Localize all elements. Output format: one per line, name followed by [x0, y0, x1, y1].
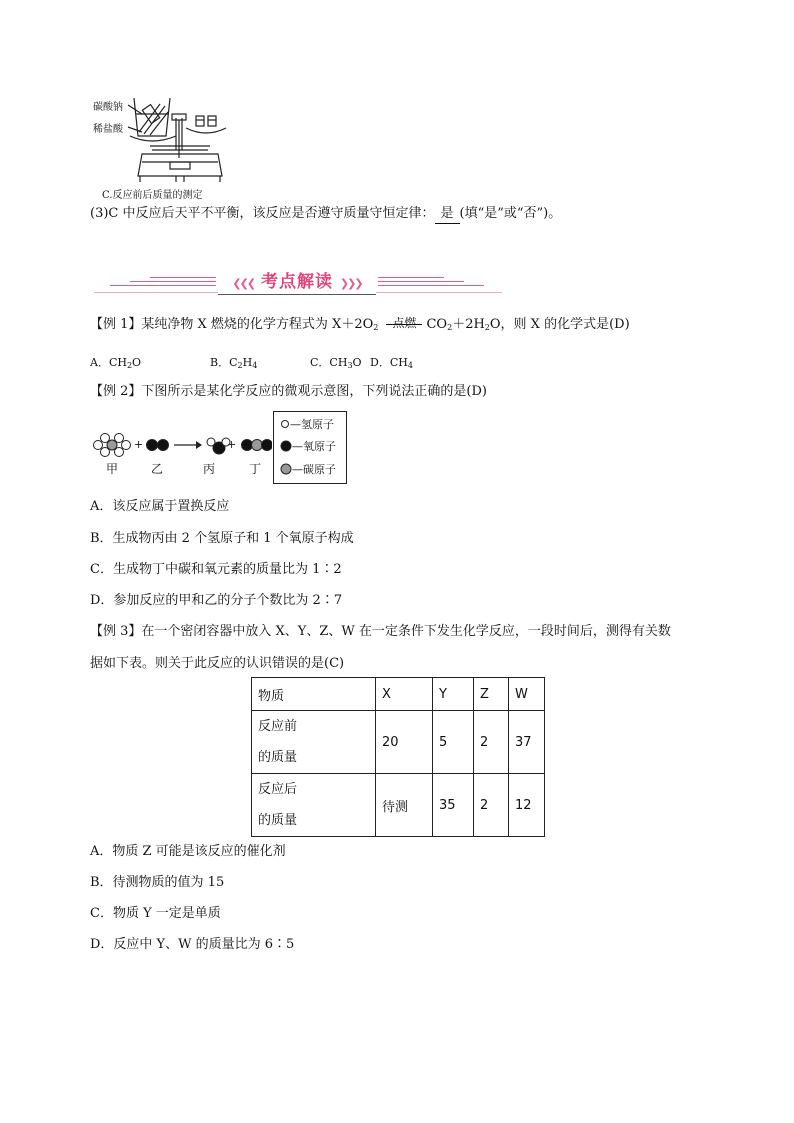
- example-1-option-c: C．$CH_3O$: [310, 356, 362, 370]
- table-cell: 20: [376, 711, 433, 774]
- example-3-option-c: C．物质 Y 一定是单质: [90, 906, 221, 921]
- carbon-atom-icon: [280, 463, 292, 475]
- figure-label-sodium-carbonate: 碳酸钠: [93, 102, 123, 113]
- example-2-option-b: B．生成物丙由 2 个氢原子和 1 个氧原子构成: [90, 531, 354, 546]
- legend-carbon: —碳原子: [280, 461, 336, 477]
- table-cell: 37: [509, 711, 545, 774]
- table-cell: 待测: [376, 774, 433, 837]
- example-1-text-d: O，则 X 的化学式是(D): [489, 317, 630, 332]
- balance-figure: [90, 92, 240, 200]
- table-header-row: [252, 678, 545, 711]
- example-1-text-a: 某纯净物 X 燃烧的化学方程式为 X＋2O: [141, 317, 374, 332]
- example-1-option-b: B．$C_2H_4$: [210, 356, 258, 370]
- mass-data-table: [251, 677, 545, 837]
- oxygen-atom-icon: [280, 440, 292, 452]
- chevron-left-icon: ❮❮❮: [232, 277, 255, 290]
- table-row: [252, 711, 545, 774]
- table-row-label: 反应前 的质量: [252, 711, 376, 774]
- example-1-tag: 【例 1】: [90, 317, 142, 332]
- example-2-tag: 【例 2】: [90, 384, 142, 399]
- balance-drawing: [90, 92, 240, 184]
- example-1-stem: [90, 316, 630, 337]
- plus-sign-2: +: [227, 438, 237, 451]
- table-cell: 2: [474, 711, 509, 774]
- table-row: [252, 774, 545, 837]
- example-3-tag: 【例 3】: [90, 624, 142, 639]
- plus-sign-1: +: [134, 438, 144, 451]
- o2-subscript: 2: [373, 323, 379, 332]
- legend-hydrogen: —氢原子: [280, 416, 334, 432]
- example-3-option-b: B．待测物质的值为 15: [90, 875, 225, 890]
- example-2-option-a: A．该反应属于置换反应: [90, 499, 230, 514]
- example-1-text-b: CO: [426, 317, 448, 332]
- chevron-right-icon: ❯❯❯: [339, 277, 362, 290]
- question-3-prefix: (3)C 中反应后天平不平衡，该反应是否遵守质量守恒定律：: [90, 206, 435, 221]
- example-1-option-a: A．$CH_2O$: [90, 356, 142, 370]
- table-header-cell: Z: [474, 678, 509, 711]
- h2o-subscript: 2: [484, 323, 490, 332]
- example-3-option-d: D．反应中 Y、W 的质量比为 6∶5: [90, 937, 295, 952]
- table-row-label: 反应后 的质量: [252, 774, 376, 837]
- example-1-option-d: D．$CH_4$: [370, 356, 413, 370]
- table-header-cell: Y: [433, 678, 474, 711]
- molecule-name-bing: 丙: [203, 462, 216, 476]
- table-cell: 5: [433, 711, 474, 774]
- co2-subscript: 2: [447, 323, 453, 332]
- table-cell: 2: [474, 774, 509, 837]
- legend-oxygen: —氧原子: [280, 438, 336, 454]
- molecule-drawing: [92, 430, 272, 460]
- table-cell: 12: [509, 774, 545, 837]
- molecule-name-yi: 乙: [151, 462, 164, 476]
- example-2-option-d: D．参加反应的甲和乙的分子个数比为 2∶7: [90, 593, 343, 608]
- figure-caption: C.反应前后质量的测定: [102, 190, 203, 201]
- table-header-cell: W: [509, 678, 545, 711]
- table-header-cell: X: [376, 678, 433, 711]
- example-1-text-c: ＋2H: [452, 317, 485, 332]
- table-cell: 35: [433, 774, 474, 837]
- example-2-stem: [90, 383, 487, 401]
- example-2-option-c: C．生成物丁中碳和氧元素的质量比为 1∶2: [90, 562, 342, 577]
- figure-label-dilute-hcl: 稀盐酸: [93, 124, 123, 135]
- molecule-name-ding: 丁: [249, 462, 262, 476]
- hydrogen-atom-icon: [280, 419, 290, 429]
- atom-legend: [273, 411, 347, 484]
- example-2-text: 下图所示是某化学反应的微观示意图，下列说法正确的是(D): [141, 384, 487, 399]
- reaction-condition-text: 点燃: [392, 316, 417, 330]
- section-title: [218, 270, 376, 295]
- table-header-cell: 物质: [252, 678, 376, 711]
- example-3-option-a: A．物质 Z 可能是该反应的催化剂: [90, 844, 286, 859]
- molecule-name-jia: 甲: [106, 462, 119, 476]
- question-3-suffix: (填“是”或“否”)。: [459, 206, 562, 221]
- question-3-answer: 是: [435, 205, 460, 224]
- example-3-stem-line-1: 【例 3】在一个密闭容器中放入 X、Y、Z、W 在一定条件下发生化学反应，一段时间后，测得有关数: [90, 624, 671, 639]
- question-3: [90, 205, 561, 224]
- section-title-text: 考点解读: [261, 272, 333, 292]
- example-3-stem-line-2: 据如下表。则关于此反应的认识错误的是(C): [90, 656, 345, 671]
